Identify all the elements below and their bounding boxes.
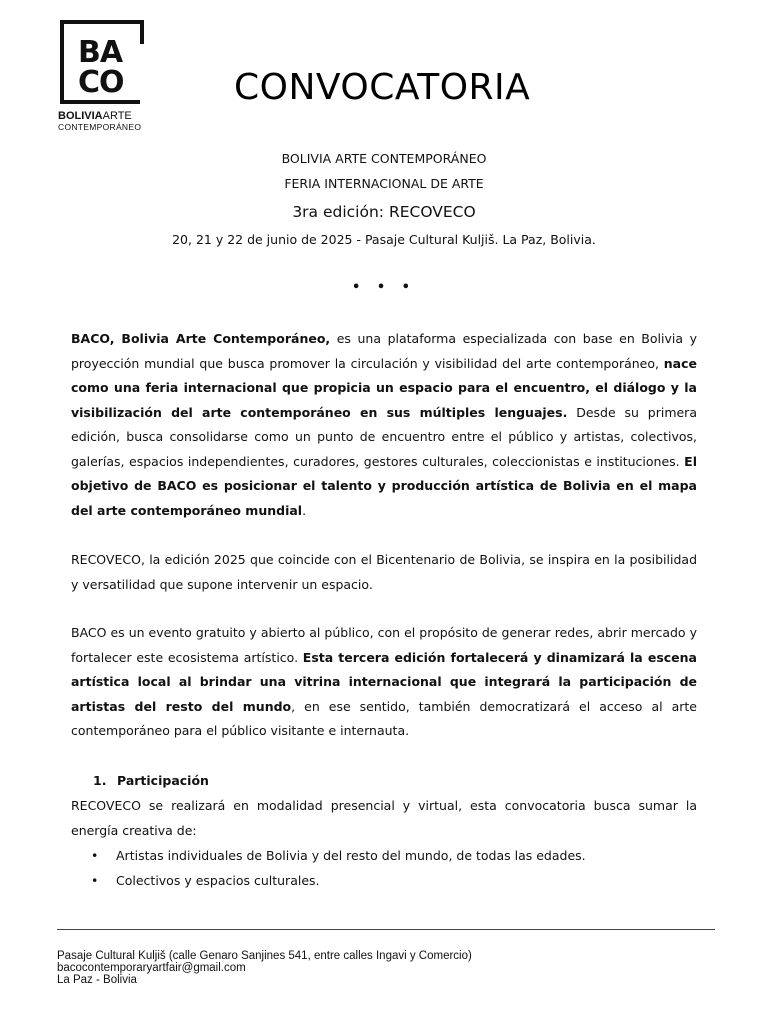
header-org: BOLIVIA ARTE CONTEMPORÁNEO [281, 151, 487, 166]
text-run: Desde su primera edición, busca consolidarse como un punto de encuentro entre el público y artistas, colectivos, galerías, espacios independientes, curadores, gestores culturales, coleccionistas e instituciones. [71, 404, 697, 469]
bold-text-run: BACO, Bolivia Arte Contemporáneo, [71, 331, 331, 346]
intro-paragraph [71, 327, 697, 523]
recoveco-paragraph [71, 548, 697, 597]
participation-list [91, 844, 586, 893]
section-heading [93, 769, 209, 793]
participation-paragraph [71, 794, 697, 843]
text-run: RECOVECO se realizará en modalidad presencial y virtual, esta convocatoria busca sumar la energía creativa de: [71, 798, 697, 838]
logo-letters-top: BA [78, 35, 123, 70]
text-run: , en ese sentido, también democratizará el acceso al arte contemporáneo para el público visitante e internauta. [71, 698, 697, 738]
bullet-icon: • [91, 848, 99, 863]
section-title: Participación [117, 773, 209, 788]
baco-logo [58, 20, 144, 132]
header-fair: FERIA INTERNACIONAL DE ARTE [284, 176, 484, 191]
bold-text-run: nace como una feria internacional que propicia un espacio para el encuentro, el diálogo y la visibilización del arte contemporáneo en sus múltiples lenguajes. [71, 355, 697, 420]
page-title: CONVOCATORIA [234, 67, 531, 108]
text-run: es una plataforma especializada con base en Bolivia y proyección mundial que busca promover la circulación y visibilidad del arte contemporáneo, [71, 331, 697, 371]
logo-wordmark-light: ARTE [102, 110, 132, 122]
text-run: RECOVECO, la edición 2025 que coincide con el Bicentenario de Bolivia, se inspira en la posibilidad y versatilidad que supone intervenir un espacio. [71, 552, 697, 592]
footer [57, 950, 472, 986]
list-item-text: Artistas individuales de Bolivia y del resto del mundo, de todas las edades. [116, 848, 586, 863]
bold-text-run: El objetivo de BACO es posicionar el talento y producción artística de Bolivia en el mapa del arte contemporáneo mundial [71, 453, 697, 518]
event-paragraph [71, 621, 697, 744]
text-run: BACO es un evento gratuito y abierto al público, con el propósito de generar redes, abrir mercado y fortalecer este ecosistema artístico. [71, 625, 697, 665]
header-dates: 20, 21 y 22 de junio de 2025 - Pasaje Cultural Kuljiš. La Paz, Bolivia. [172, 232, 596, 247]
header-edition: 3ra edición: RECOVECO [292, 203, 476, 221]
footer-address: Pasaje Cultural Kuljiš (calle Genaro Sanjines 541, entre calles Ingavi y Comercio) [57, 950, 472, 962]
list-item [91, 844, 586, 869]
bullet-icon: • [91, 872, 99, 888]
text-run: . [302, 502, 307, 518]
logo-subline: CONTEMPORÁNEO [58, 122, 142, 132]
section-number: 1. [93, 773, 107, 788]
logo-wordmark [58, 110, 132, 122]
footer-city: La Paz - Bolivia [57, 974, 137, 986]
list-item-text: Colectivos y espacios culturales. [116, 872, 320, 888]
footer-divider [57, 929, 715, 930]
list-item [91, 869, 586, 894]
logo-wordmark-bold: BOLIVIA [58, 110, 103, 122]
bold-text-run: Esta tercera edición fortalecerá y dinamizará la escena artística local al brindar una vitrina internacional que integrará la participación de artistas del resto del mundo [71, 649, 697, 714]
footer-email: bacocontemporaryartfair@gmail.com [57, 962, 246, 974]
logo-letters [78, 35, 142, 100]
logo-letters-bottom: CO [78, 65, 124, 100]
separator-dots: • • • [352, 280, 416, 295]
